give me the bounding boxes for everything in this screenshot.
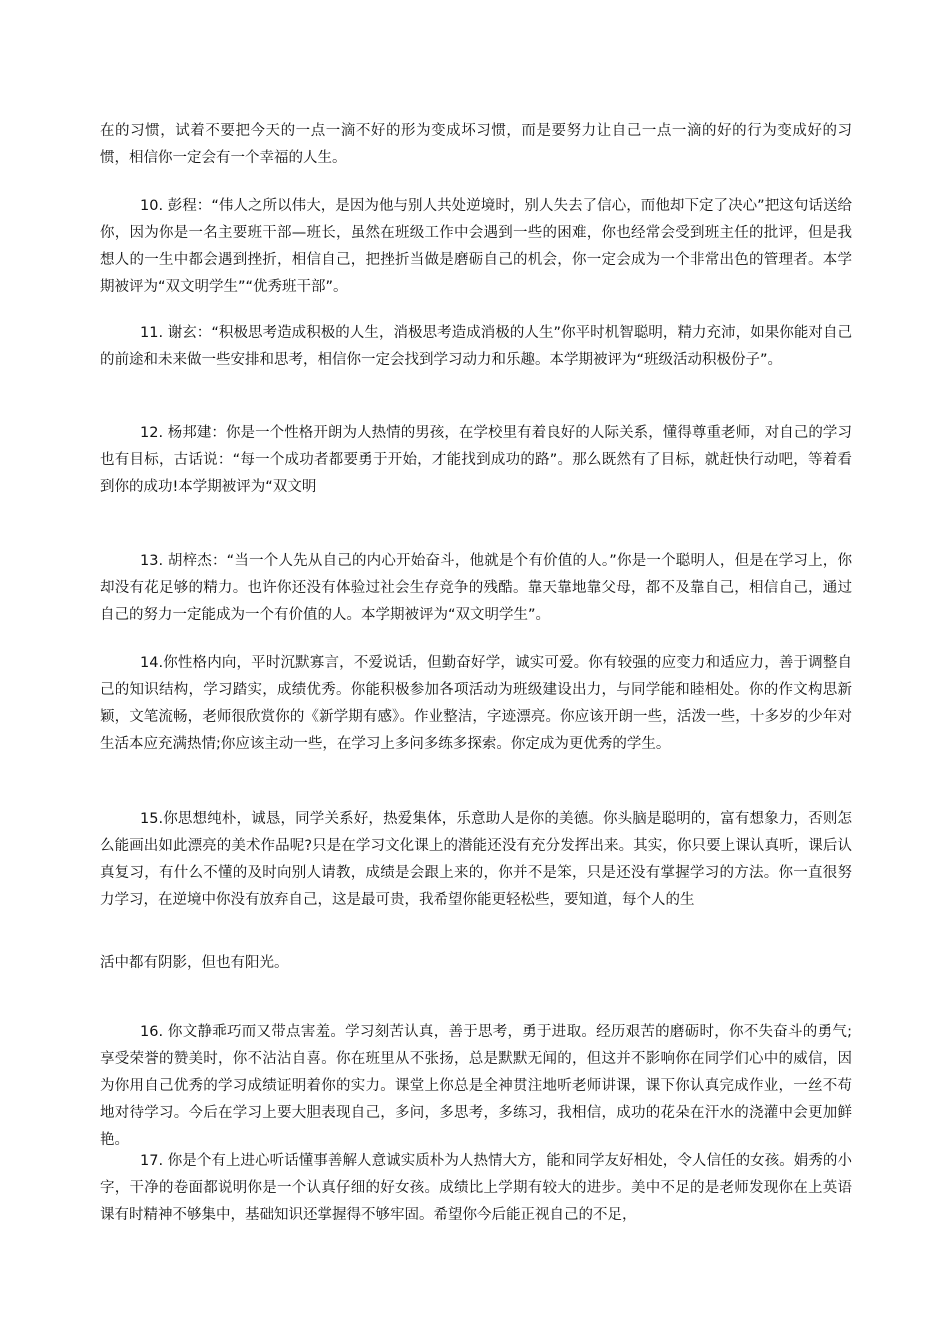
paragraph-comment-17: 17. 你是个有上进心听话懂事善解人意诚实质朴为人热情大方，能和同学友好相处，令人信任的女孩。娟秀的小字，干净的卷面都说明你是一个认真仔细的好女孩。成绩比上学期有较大的进步。美中不足的是老师发现你在上英语课有时精神不够集中，基础知识还掌握得不够牢固。希望你今后能正视自己的不足，: [100, 1153, 852, 1223]
paragraph-comment-15-end: 活中都有阴影，但也有阳光。: [100, 955, 289, 971]
paragraph-comment-14: 14.你性格内向，平时沉默寡言，不爱说话，但勤奋好学，诚实可爱。你有较强的应变力和适应力，善于调整自己的知识结构，学习踏实，成绩优秀。你能积极参加各项活动为班级建设出力，与同学能和睦相处。你的作文构思新颖，文笔流畅，老师很欣赏你的《新学期有感》。作业整洁，字迹漂亮。你应该开朗一些，活泼一些，十多岁的少年对生活本应充满热情;你应该主动一些，在学习上多问多练多探索。你定成为更优秀的学生。: [100, 655, 852, 752]
paragraph-comment-10: 10. 彭程：“伟人之所以伟大，是因为他与别人共处逆境时，别人失去了信心，而他却下定了决心”把这句话送给你，因为你是一名主要班干部—班长，虽然在班级工作中会遇到一些的困难，你也经常会受到班主任的批评，但是我想人的一生中都会遇到挫折，相信自己，把挫折当做是磨砺自己的机会，你一定会成为一个非常出色的管理者。本学期被评为“双文明学生”“优秀班干部”。: [100, 198, 852, 295]
paragraph-comment-12: 12. 杨邦建：你是一个性格开朗为人热情的男孩，在学校里有着良好的人际关系，懂得尊重老师，对自己的学习也有目标，古话说：“每一个成功者都要勇于开始，才能找到成功的路”。那么既然有了目标，就赶快行动吧，等着看到你的成功!本学期被评为“双文明: [100, 425, 852, 495]
paragraph-comment-15: 15.你思想纯朴，诚恳，同学关系好，热爱集体，乐意助人是你的美德。你头脑是聪明的，富有想象力，否则怎么能画出如此漂亮的美术作品呢?只是在学习文化课上的潜能还没有充分发挥出来。其实，你只要上课认真听，课后认真复习，有什么不懂的及时向别人请教，成绩是会跟上来的，你并不是笨，只是还没有掌握学习的方法。你一直很努力学习，在逆境中你没有放弃自己，这是最可贵，我希望你能更轻松些，要知道，每个人的生: [100, 811, 852, 908]
paragraph-comment-13: 13. 胡梓杰：“当一个人先从自己的内心开始奋斗，他就是个有价值的人。”你是一个聪明人，但是在学习上，你却没有花足够的精力。也许你还没有体验过社会生存竞争的残酷。靠天靠地靠父母，都不及靠自己，相信自己，通过自己的努力一定能成为一个有价值的人。本学期被评为“双文明学生”。: [100, 553, 852, 623]
paragraph-comment-16: 16. 你文静乖巧而又带点害羞。学习刻苦认真，善于思考，勇于进取。经历艰苦的磨砺时，你不失奋斗的勇气;享受荣誉的赞美时，你不沾沾自喜。你在班里从不张扬，总是默默无闻的，但这并不影响你在同学们心中的威信，因为你用自己优秀的学习成绩证明着你的实力。课堂上你总是全神贯注地听老师讲课，课下你认真完成作业，一丝不苟地对待学习。今后在学习上要大胆表现自己，多问，多思考，多练习，我相信，成功的花朵在汗水的浇灌中会更加鲜艳。: [100, 1024, 852, 1148]
paragraph-comment-11: 11. 谢玄：“积极思考造成积极的人生，消极思考造成消极的人生”你平时机智聪明，精力充沛，如果你能对自己的前途和未来做一些安排和思考，相信你一定会找到学习动力和乐趣。本学期被评为“班级活动积极份子”。: [100, 325, 852, 368]
paragraph-continued: 在的习惯，试着不要把今天的一点一滴不好的形为变成坏习惯，而是要努力让自己一点一滴的好的行为变成好的习惯，相信你一定会有一个幸福的人生。: [100, 123, 852, 166]
